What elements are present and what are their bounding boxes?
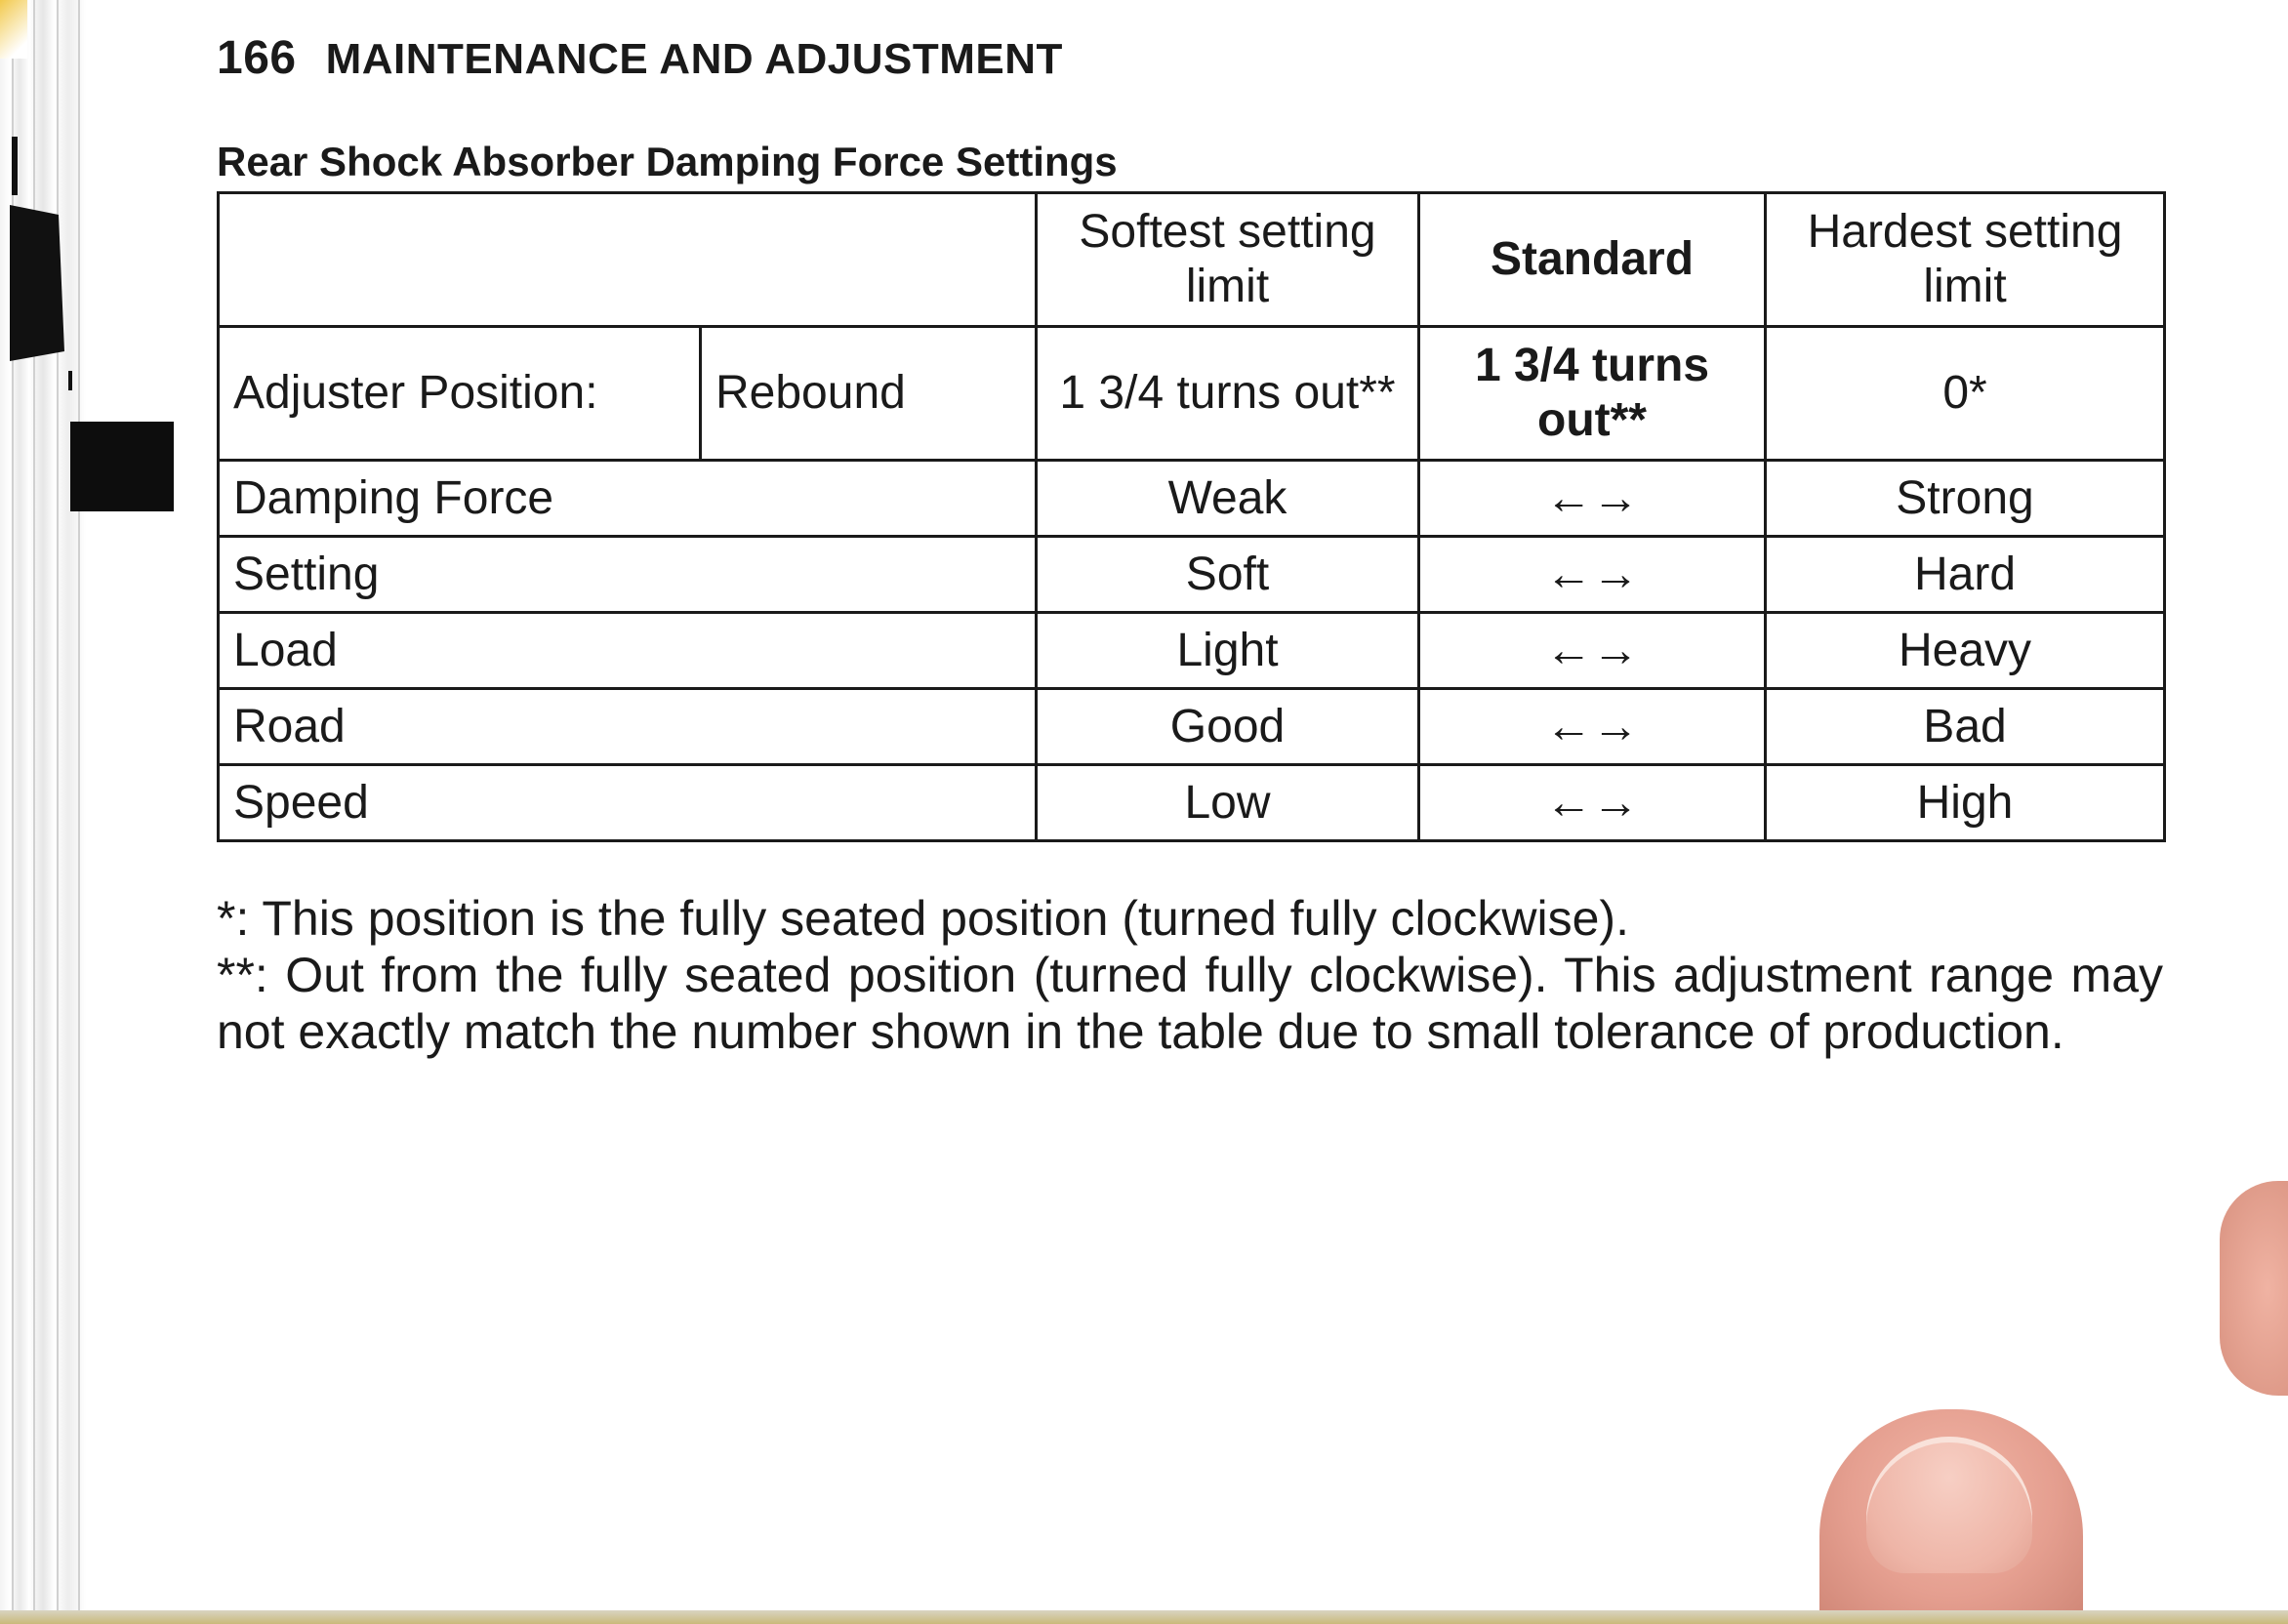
row-standard-arrow: ←→ [1419,461,1766,537]
table-row-adjuster [219,327,2165,461]
row-label: Setting [219,537,1037,613]
row-hardest: Bad [1766,689,2165,765]
table-row [219,613,2165,689]
adjuster-label: Adjuster Position: [219,327,701,461]
row-standard-arrow: ←→ [1419,613,1766,689]
row-hardest: Strong [1766,461,2165,537]
page-number: 166 [217,32,297,84]
thumb-index-tab [70,422,174,511]
row-standard-arrow: ←→ [1419,765,1766,841]
row-softest: Light [1037,613,1419,689]
page-corner [0,0,27,59]
header-softest: Softest setting limit [1037,193,1419,327]
adjuster-softest: 1 3/4 turns out** [1037,327,1419,461]
section-title: MAINTENANCE AND ADJUSTMENT [325,35,1063,83]
row-standard-arrow: ←→ [1419,537,1766,613]
table-title: Rear Shock Absorber Damping Force Settings [217,139,1118,184]
row-standard-arrow: ←→ [1419,689,1766,765]
table-row [219,537,2165,613]
side-finger [2220,1181,2288,1396]
row-label: Speed [219,765,1037,841]
row-label: Load [219,613,1037,689]
header-standard: Standard [1419,193,1766,327]
adjuster-type: Rebound [701,327,1037,461]
footnote-single-asterisk: *: This position is the fully seated position (turned fully clockwise). [217,891,1629,946]
footnote-double-asterisk: **: Out from the fully seated position (turned fully clockwise). This adjustment range may not exactly match the number shown in the table due to small tolerance of production. [217,948,2163,1059]
page-header [217,31,1063,85]
row-softest: Good [1037,689,1419,765]
header-hardest: Hardest setting limit [1766,193,2165,327]
table-header-row [219,193,2165,327]
table-row [219,765,2165,841]
table-row [219,689,2165,765]
row-label: Damping Force [219,461,1037,537]
thumb-finger [1819,1409,2083,1624]
binding-marks [0,137,78,390]
adjuster-hardest: 0* [1766,327,2165,461]
row-hardest: High [1766,765,2165,841]
footnotes [217,890,2163,1060]
row-softest: Low [1037,765,1419,841]
row-label: Road [219,689,1037,765]
adjuster-standard: 1 3/4 turns out** [1419,327,1766,461]
row-softest: Weak [1037,461,1419,537]
damping-settings-table [217,191,2166,842]
row-hardest: Heavy [1766,613,2165,689]
page-bottom-edge [0,1610,2288,1624]
table-row [219,461,2165,537]
row-hardest: Hard [1766,537,2165,613]
header-empty-cell [219,193,1037,327]
row-softest: Soft [1037,537,1419,613]
